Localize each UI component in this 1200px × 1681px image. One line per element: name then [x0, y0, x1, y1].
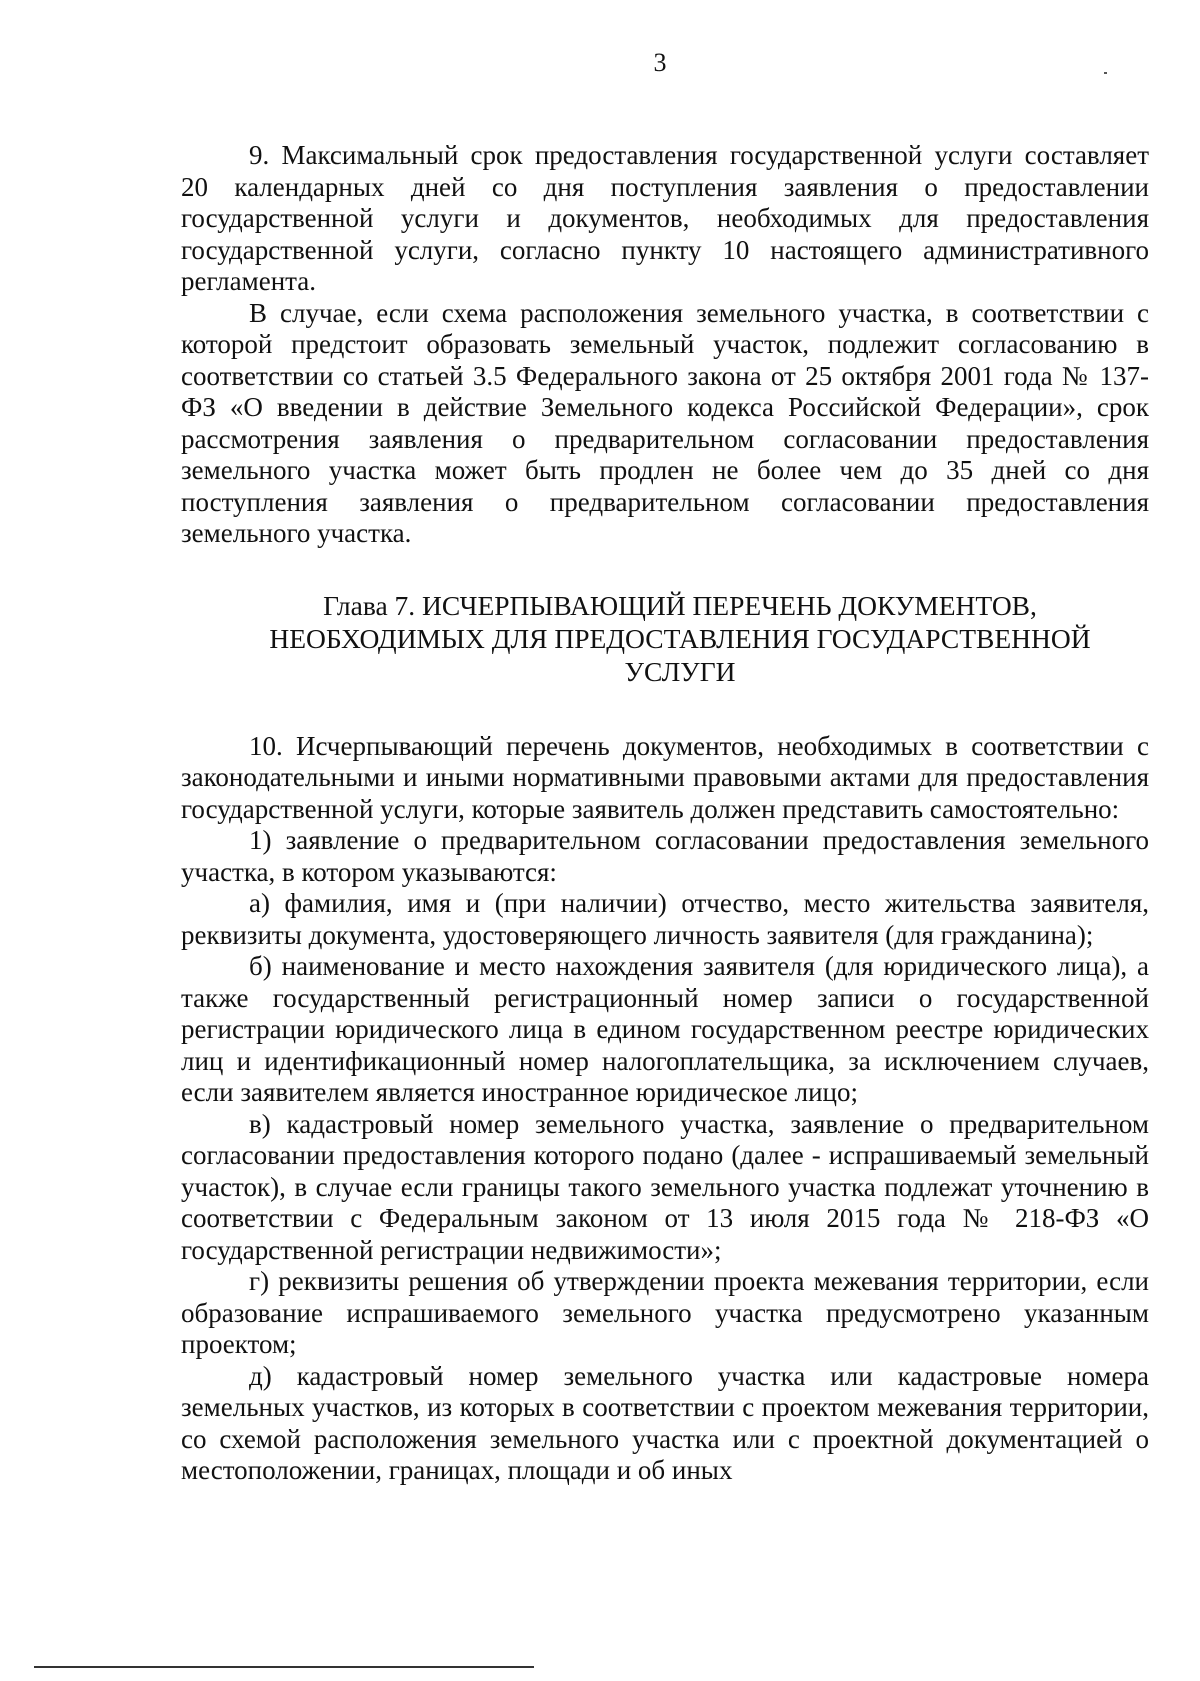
page-number: 3: [653, 48, 667, 77]
paragraph-9-extension: В случае, если схема расположения земельного участка, в соответствии с которой предстоит образовать земельный участок, подлежит согласованию в соответствии со статьей 3.5 Федерального закона от 25 октября 2001 года № 137-ФЗ «О введении в действие Земельного кодекса Российской Федерации», срок рассмотрения заявления о предварительном согласовании предоставления земельного участка может быть продлен не более чем до 35 дней со дня поступления заявления о предварительном согласовании предоставления земельного участка.: [181, 297, 1149, 548]
scan-speck: [1104, 72, 1107, 74]
chapter-heading-line-2: НЕОБХОДИМЫХ ДЛЯ ПРЕДОСТАВЛЕНИЯ ГОСУДАРСТВЕННОЙ: [269, 622, 1091, 654]
list-item-g: г) реквизиты решения об утверждении проекта межевания территории, если образование испрашиваемого земельного участка предусмотрено указанным проектом;: [181, 1266, 1149, 1359]
paragraph-10: 10. Исчерпывающий перечень документов, необходимых в соответствии с законодательными и иными нормативными правовыми актами для предоставления государственной услуги, которые заявитель должен представить самостоятельно:: [181, 730, 1149, 824]
chapter-heading-line-1: Глава 7. ИСЧЕРПЫВАЮЩИЙ ПЕРЕЧЕНЬ ДОКУМЕНТОВ,: [323, 589, 1037, 621]
chapter-heading-line-3: УСЛУГИ: [624, 655, 736, 687]
list-item-v: в) кадастровый номер земельного участка, заявление о предварительном согласовании предоставления которого подано (далее - испрашиваемый земельный участок), в случае если границы такого земельного участка подлежат уточнению в соответствии с Федеральным законом от 13 июля 2015 года № 218-ФЗ «О государственной регистрации недвижимости»;: [181, 1108, 1149, 1265]
document-body: [181, 140, 1149, 1487]
chapter-heading: [181, 589, 1149, 688]
footer-rule: [34, 1666, 534, 1668]
list-item-d: д) кадастровый номер земельного участка или кадастровые номера земельных участков, из которых в соответствии с проектом межевания территории, со схемой расположения земельного участка или с проектной документацией о местоположении, границах, площади и об иных: [181, 1360, 1149, 1485]
list-item-1: 1) заявление о предварительном согласовании предоставления земельного участка, в котором указываются:: [181, 825, 1149, 887]
list-item-b: б) наименование и место нахождения заявителя (для юридического лица), а также государственный регистрационный номер записи о государственной регистрации юридического лица в едином государственном реестре юридических лиц и идентификационный номер налогоплательщика, за исключением случаев, если заявителем является иностранное юридическое лицо;: [181, 951, 1149, 1107]
list-item-a: а) фамилия, имя и (при наличии) отчество, место жительства заявителя, реквизиты документа, удостоверяющего личность заявителя (для гражданина);: [181, 888, 1149, 950]
paragraph-9: 9. Максимальный срок предоставления государственной услуги составляет 20 календарных дней со дня поступления заявления о предоставлении государственной услуги и документов, необходимых для предоставления государственной услуги, согласно пункту 10 настоящего административного регламента.: [181, 140, 1149, 296]
